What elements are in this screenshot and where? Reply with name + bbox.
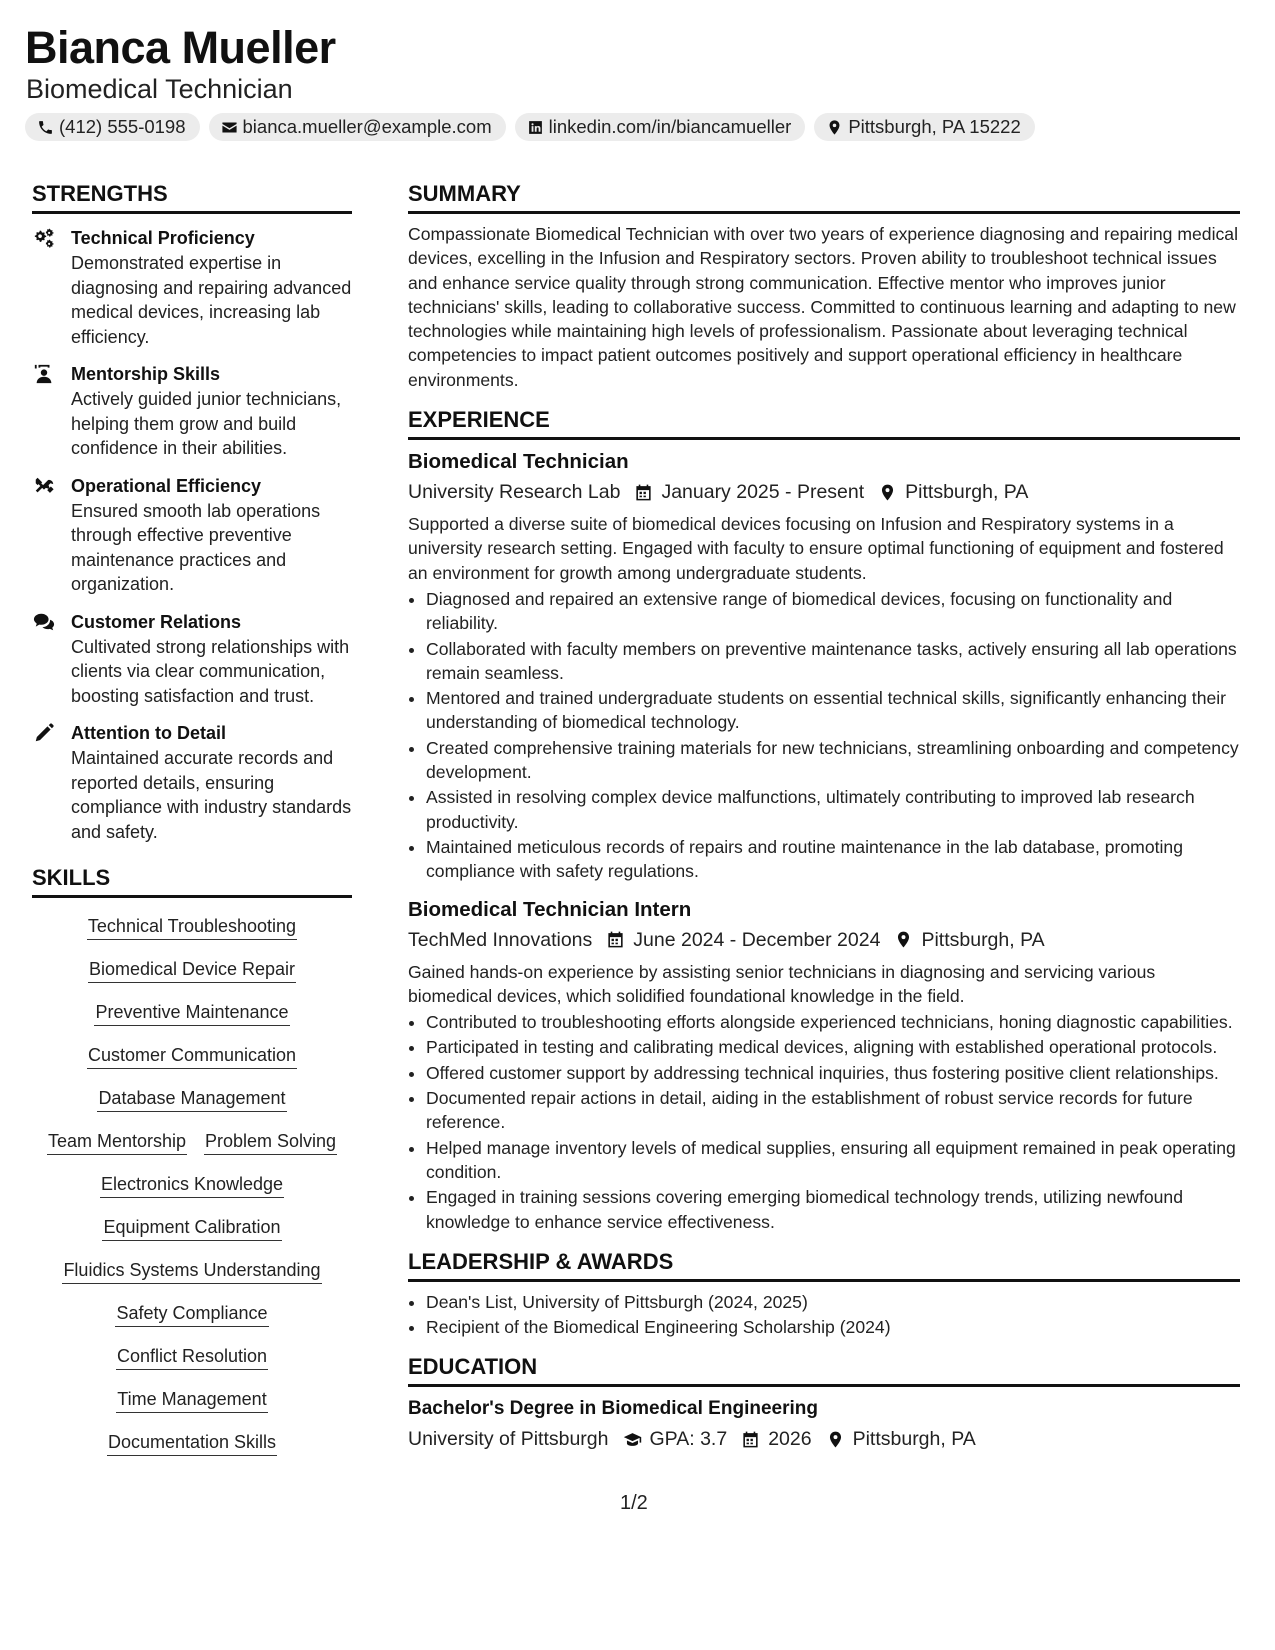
education-gpa: GPA: 3.7 [649, 1428, 728, 1451]
list-item: • Documented repair actions in detail, aiding in the establishment of robust service records for future reference. [426, 1086, 1240, 1135]
contact-location [814, 113, 1034, 141]
job-meta [408, 477, 1240, 507]
job-location: Pittsburgh, PA [905, 481, 1029, 504]
job-entry [408, 448, 1240, 883]
strength-item [32, 362, 352, 461]
strength-desc: Demonstrated expertise in diagnosing and repairing advanced medical devices, increasing lab efficiency. [71, 253, 352, 347]
strength-desc: Cultivated strong relationships with clients via clear communication, boosting satisfaction and trust. [71, 636, 350, 706]
list-item: • Helped manage inventory levels of medical supplies, ensuring all equipment remained in peak operating condition. [426, 1136, 1240, 1185]
envelope-icon [221, 119, 238, 136]
education-school: University of Pittsburgh [408, 1428, 609, 1451]
linkedin-icon [527, 119, 544, 136]
list-item: • Assisted in resolving complex device malfunctions, ultimately contributing to improved lab research productivity. [426, 785, 1240, 834]
contact-location-text: Pittsburgh, PA 15222 [848, 116, 1021, 137]
skill-tag: Documentation Skills [107, 1429, 277, 1456]
summary-text: Compassionate Biomedical Technician with over two years of experience diagnosing and repairing medical devices, excelling in the Infusion and Respiratory sectors. Proven ability to troubleshoot technical issues and enhance service quality through strong communication. Effective mentor who improves junior technicians' skills, leading to collaborative success. Committed to continuous learning and adapting to new technologies while maintaining high levels of professionalism. Passionate about leveraging technical competencies to impact patient outcomes positively and support operational efficiency in healthcare environments. [408, 224, 1238, 390]
job-dates: June 2024 - December 2024 [633, 928, 881, 951]
skill-tag: Database Management [97, 1085, 286, 1112]
skill-tag: Fluidics Systems Understanding [62, 1257, 321, 1284]
contact-phone[interactable] [25, 113, 200, 141]
education-heading: EDUCATION [408, 1353, 1240, 1387]
calendar-icon [741, 1430, 760, 1449]
education-location: Pittsburgh, PA [852, 1428, 976, 1451]
skill-tag: Customer Communication [87, 1042, 297, 1069]
location-pin-icon [826, 119, 843, 136]
summary-heading: SUMMARY [408, 180, 1240, 214]
job-title: Biomedical Technician Intern [408, 897, 692, 921]
strength-item [32, 474, 352, 597]
skills-heading: SKILLS [32, 864, 352, 898]
phone-icon [37, 119, 54, 136]
right-column [408, 180, 1240, 1459]
job-title: Biomedical Technician [408, 450, 629, 474]
tools-icon [32, 475, 56, 497]
job-dates: January 2025 - Present [661, 481, 865, 504]
list-item: • Participated in testing and calibrating medical devices, aligning with established operational protocols. [426, 1035, 1240, 1059]
strengths-heading: STRENGTHS [32, 180, 352, 214]
strength-title: Customer Relations [71, 611, 242, 632]
skill-tag: Problem Solving [204, 1128, 337, 1155]
contact-bar [25, 113, 1035, 141]
location-pin-icon [894, 930, 913, 949]
contact-linkedin[interactable] [515, 113, 806, 141]
skill-tag: Preventive Maintenance [94, 999, 289, 1026]
list-item: • Diagnosed and repaired an extensive range of biomedical devices, focusing on functionality and reliability. [426, 587, 1240, 636]
awards-list [408, 1290, 1240, 1340]
calendar-icon [606, 930, 625, 949]
pencil-icon [32, 722, 56, 744]
contact-email[interactable] [209, 113, 506, 141]
list-item: • Offered customer support by addressing technical inquiries, thus fostering positive client relationships. [426, 1061, 1240, 1085]
page-number: 1/2 [620, 1492, 648, 1514]
list-item: • Engaged in training sessions covering emerging biomedical technology trends, utilizing newfound knowledge to enhance service effectiveness. [426, 1185, 1240, 1234]
skill-tag: Electronics Knowledge [100, 1171, 284, 1198]
skills-list [32, 913, 352, 1456]
chat-bubbles-icon [32, 611, 56, 633]
left-column [32, 180, 352, 1456]
list-item: • Created comprehensive training materials for new technicians, streamlining onboarding and competency development. [426, 736, 1240, 785]
contact-linkedin-text: linkedin.com/in/biancamueller [548, 116, 792, 137]
contact-phone-text: (412) 555-0198 [59, 116, 186, 137]
contact-email-text: bianca.mueller@example.com [242, 116, 492, 137]
teacher-icon [32, 363, 56, 385]
skill-tag: Conflict Resolution [116, 1343, 268, 1370]
skill-tag: Time Management [116, 1386, 267, 1413]
awards-heading: LEADERSHIP & AWARDS [408, 1248, 1240, 1282]
job-meta [408, 925, 1240, 955]
list-item: • Collaborated with faculty members on preventive maintenance tasks, actively ensuring all lab operations remain seamless. [426, 637, 1240, 686]
location-pin-icon [826, 1430, 845, 1449]
calendar-icon [634, 483, 653, 502]
education-year: 2026 [768, 1428, 812, 1451]
job-bullets [408, 587, 1240, 884]
strength-title: Technical Proficiency [71, 228, 255, 248]
strength-item [32, 721, 352, 844]
skill-tag: Team Mentorship [47, 1128, 187, 1155]
strength-title: Mentorship Skills [71, 364, 221, 384]
strength-title: Operational Efficiency [71, 475, 262, 496]
strength-desc: Actively guided junior technicians, helping them grow and build confidence in their abilities. [71, 389, 342, 458]
strength-desc: Maintained accurate records and reported details, ensuring compliance with industry standards and safety. [71, 748, 352, 842]
strength-title: Attention to Detail [71, 723, 226, 743]
education-degree: Bachelor's Degree in Biomedical Engineering [408, 1398, 818, 1420]
gears-icon [32, 227, 56, 249]
strength-item [32, 610, 352, 709]
list-item: • Contributed to troubleshooting efforts alongside experienced technicians, honing diagnostic capabilities. [426, 1010, 1240, 1034]
list-item: • Recipient of the Biomedical Engineering Scholarship (2024) [426, 1315, 1240, 1339]
experience-heading: EXPERIENCE [408, 406, 1240, 440]
job-company: University Research Lab [408, 481, 621, 504]
job-description: Gained hands-on experience by assisting senior technicians in diagnosing and servicing various biomedical devices, which solidified foundational knowledge in the field. [408, 961, 1156, 1006]
job-entry [408, 896, 1240, 1234]
list-item: • Maintained meticulous records of repairs and routine maintenance in the lab database, promoting compliance with safety regulations. [426, 835, 1240, 884]
candidate-role: Biomedical Technician [26, 74, 293, 104]
strength-desc: Ensured smooth lab operations through effective preventive maintenance practices and organization. [71, 500, 321, 594]
graduation-cap-icon [623, 1430, 642, 1449]
skill-tag: Equipment Calibration [102, 1214, 281, 1241]
strengths-list [32, 226, 352, 844]
candidate-name: Bianca Mueller [25, 22, 336, 73]
location-pin-icon [878, 483, 897, 502]
skill-tag: Safety Compliance [115, 1300, 268, 1327]
education-meta [408, 1424, 1240, 1454]
job-location: Pittsburgh, PA [921, 928, 1045, 951]
list-item: • Mentored and trained undergraduate students on essential technical skills, significantly enhancing their understanding of biomedical technology. [426, 686, 1240, 735]
skill-tag: Biomedical Device Repair [88, 956, 296, 983]
job-bullets [408, 1010, 1240, 1234]
list-item: • Dean's List, University of Pittsburgh (2024, 2025) [426, 1290, 1240, 1314]
skill-tag: Technical Troubleshooting [87, 913, 297, 940]
strength-item [32, 226, 352, 349]
job-company: TechMed Innovations [408, 928, 593, 951]
job-description: Supported a diverse suite of biomedical devices focusing on Infusion and Respiratory systems in a university research setting. Engaged with faculty to ensure optimal functioning of equipment and fostered an environment for growth among undergraduate students. [408, 514, 1224, 583]
